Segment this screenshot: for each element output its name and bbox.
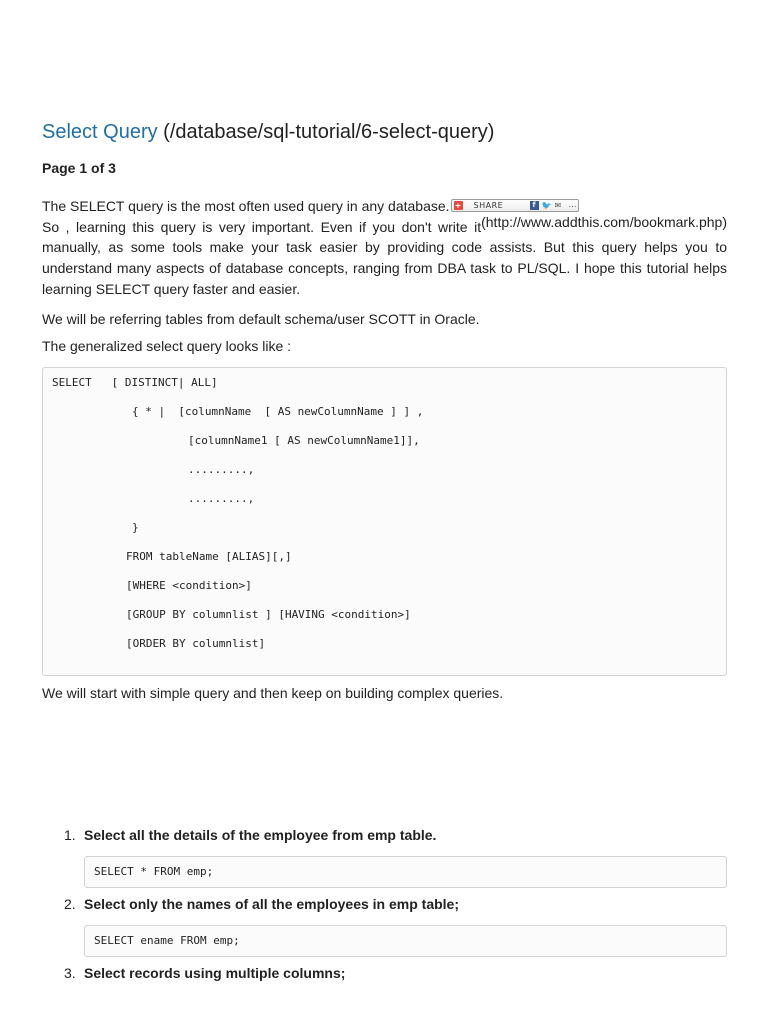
twitter-icon: 🐦: [541, 201, 552, 210]
facebook-icon: f: [530, 201, 539, 210]
code-line: [columnName1 [ AS newColumnName1]],: [188, 434, 420, 447]
page-indicator: Page 1 of 3: [42, 160, 116, 176]
syntax-code-block: [42, 367, 727, 676]
title-link[interactable]: Select Query: [42, 121, 158, 143]
code-line: .........,: [188, 463, 255, 476]
intro-paragraph: [42, 196, 727, 300]
question-number: 3.: [64, 965, 76, 981]
code-line: SELECT [ DISTINCT| ALL]: [52, 376, 218, 389]
question-item: [64, 965, 345, 981]
intro-rest: manually, as some tools make your task easier by providing code assists. But this query helps you to understand many aspects of database concepts, ranging from DBA task to PL/SQL. I hope this tutorial helps learning SELECT query faster and easier.: [42, 239, 727, 297]
question-text: Select records using multiple columns;: [84, 965, 346, 981]
code-line: [ORDER BY columnlist]: [126, 637, 266, 650]
intro-line1: The SELECT query is the most often used query in any database.: [42, 198, 450, 214]
question-code-block: SELECT * FROM emp;: [84, 856, 727, 888]
question-number: 1.: [64, 827, 76, 843]
title-path: (/database/sql-tutorial/6-select-query): [163, 121, 495, 143]
code-line: [GROUP BY columnlist ] [HAVING <condition>]: [126, 608, 411, 621]
code-line: FROM tableName [ALIAS][,]: [126, 550, 292, 563]
question-number: 2.: [64, 896, 76, 912]
question-text: Select only the names of all the employees in emp table;: [84, 896, 459, 912]
intro-line2: So , learning this query is very important. Even if you don't write it: [42, 218, 482, 235]
question-code-block: SELECT ename FROM emp;: [84, 925, 727, 957]
code-line: [WHERE <condition>]: [126, 579, 252, 592]
more-icon: …: [568, 200, 577, 209]
addthis-plus-icon: +: [454, 201, 462, 210]
addthis-link[interactable]: (http://www.addthis.com/bookmark.php): [481, 213, 727, 230]
question-item: [64, 896, 459, 912]
share-button[interactable]: [451, 199, 579, 212]
share-label: SHARE: [473, 201, 504, 210]
question-text: Select all the details of the employee from emp table.: [84, 827, 437, 843]
code-line: { * | [columnName [ AS newColumnName ] ] ,: [132, 405, 424, 418]
email-icon: ✉: [554, 201, 562, 210]
code-line: }: [132, 521, 139, 534]
question-item: [64, 827, 436, 843]
generalized-paragraph: The generalized select query looks like :: [42, 338, 292, 354]
scott-paragraph: We will be referring tables from default schema/user SCOTT in Oracle.: [42, 311, 480, 327]
code-line: .........,: [188, 492, 255, 505]
page-title: [42, 118, 494, 146]
start-simple-paragraph: We will start with simple query and then keep on building complex queries.: [42, 685, 504, 701]
